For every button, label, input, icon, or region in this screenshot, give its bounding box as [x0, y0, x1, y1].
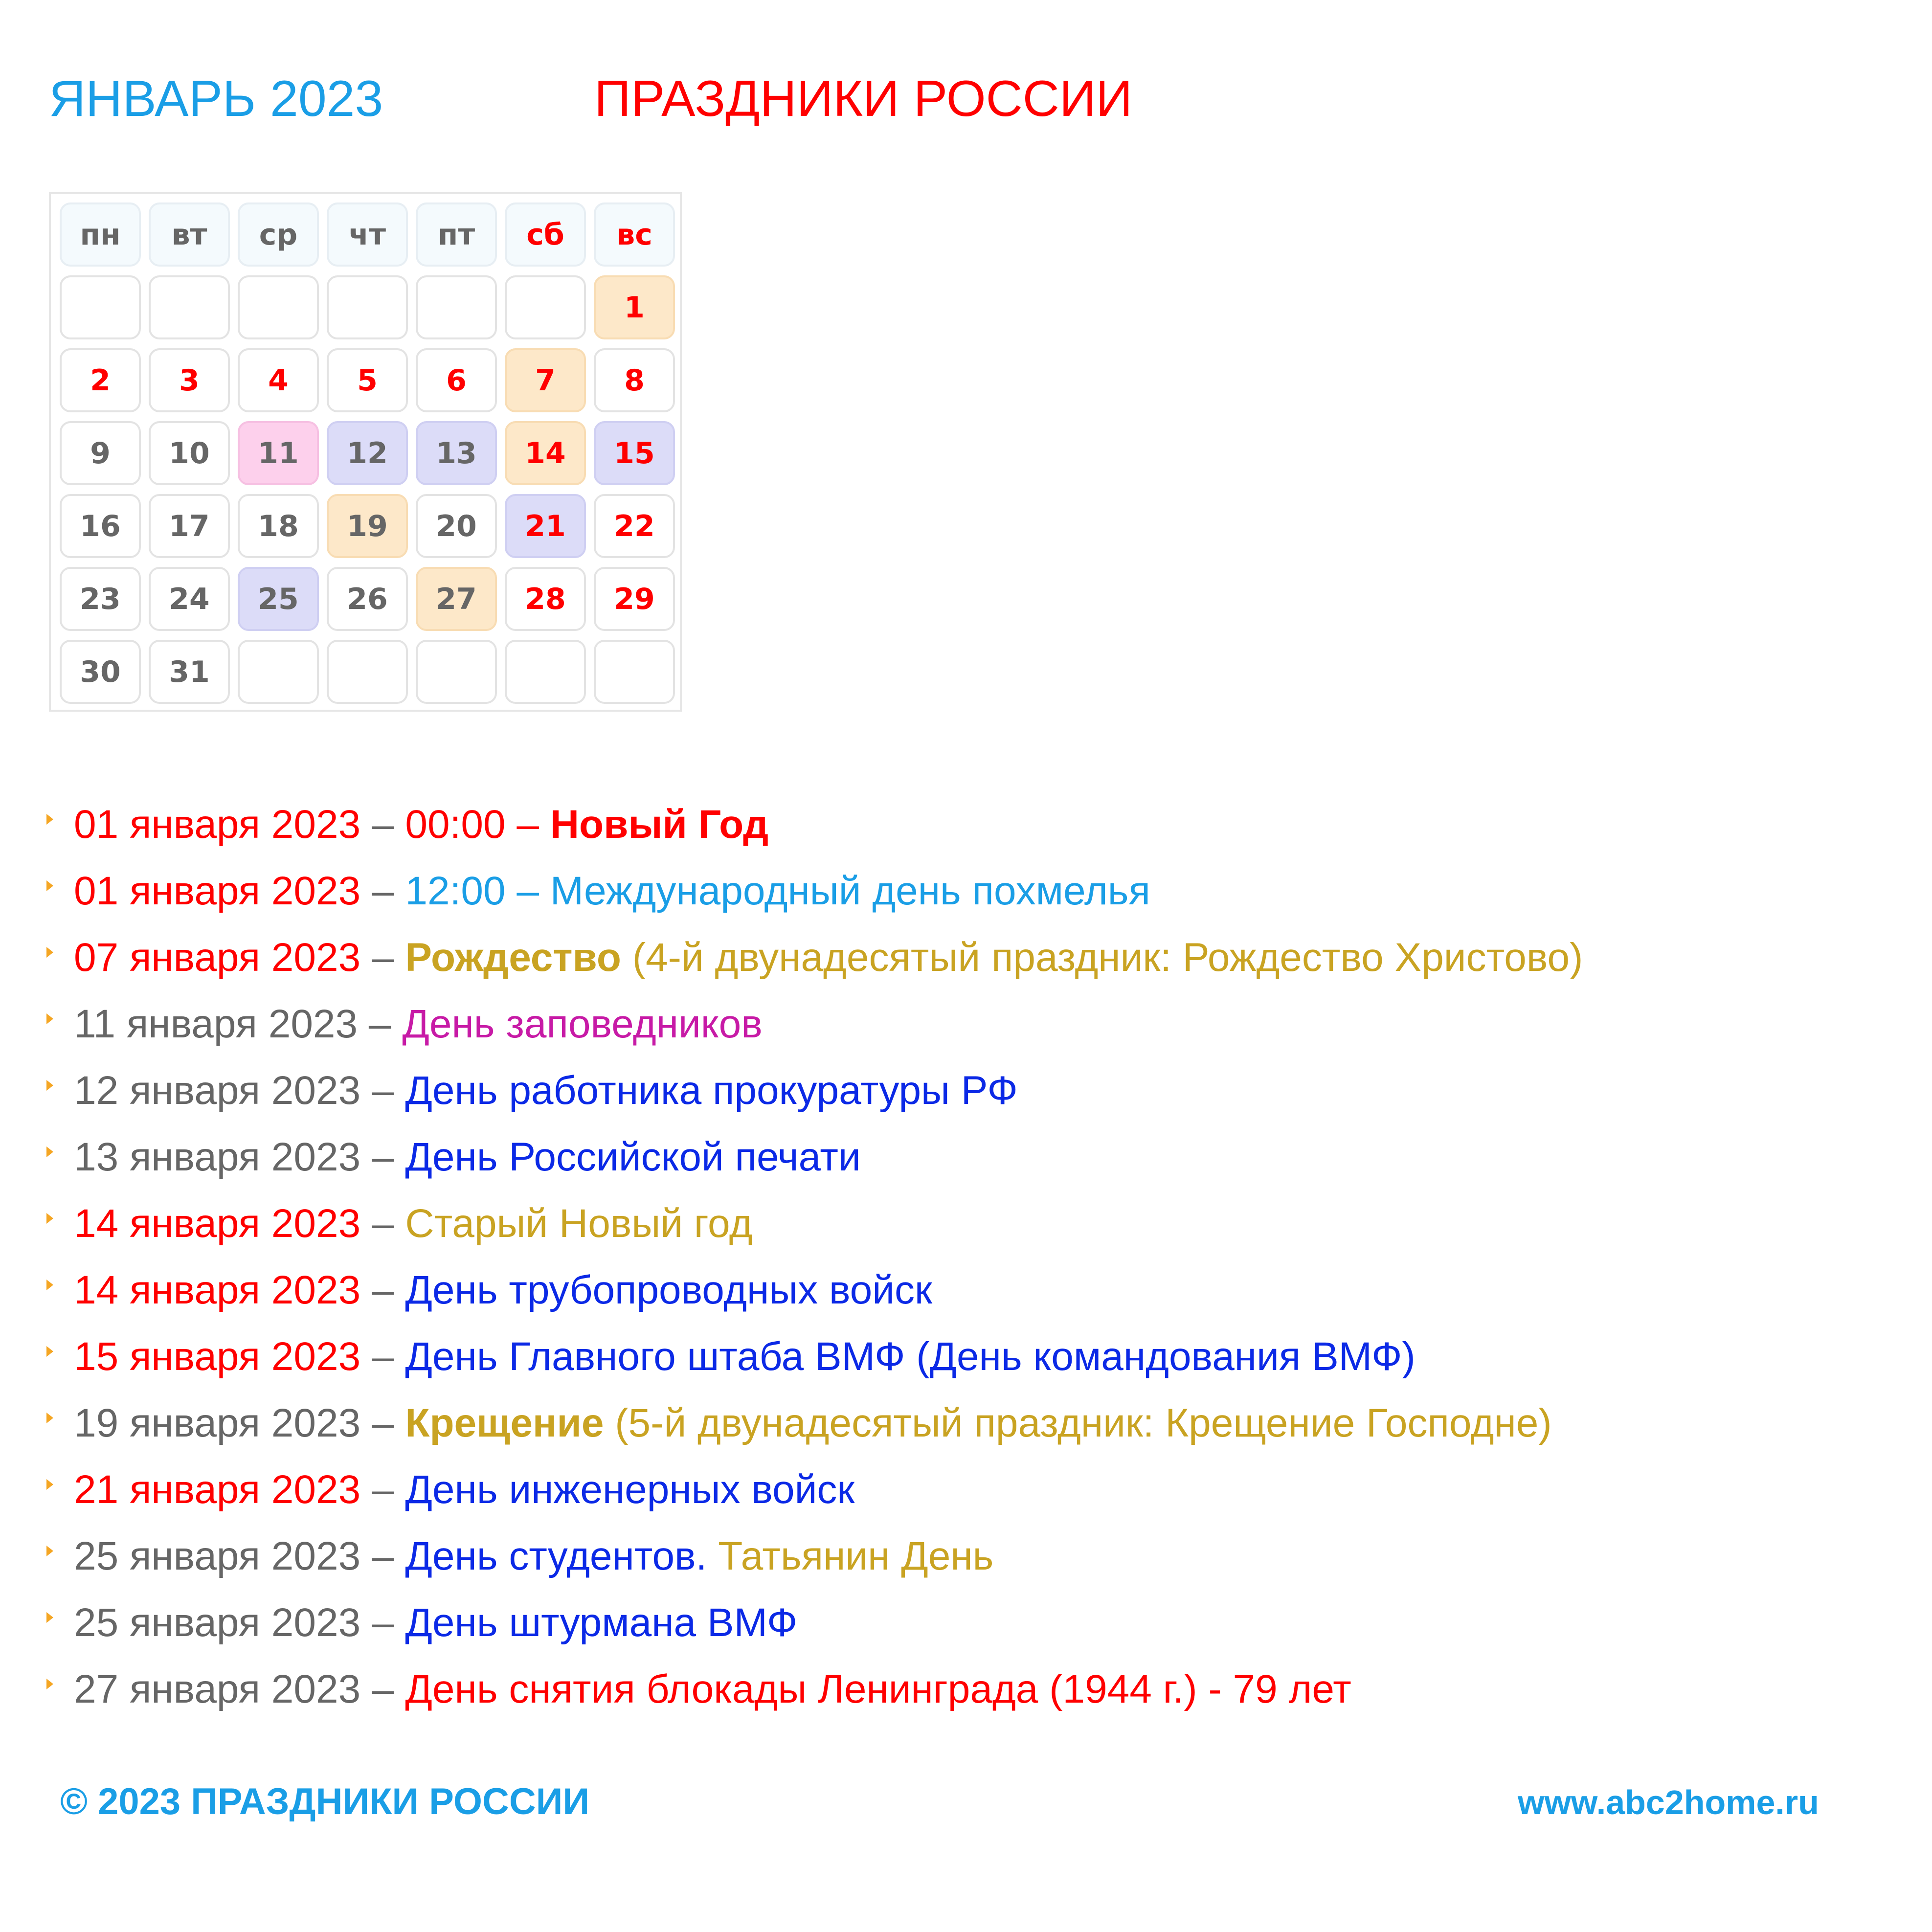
holiday-text: День снятия блокады Ленинграда (1944 г.) - 79 лет — [405, 1667, 1351, 1711]
holiday-list-item — [46, 1124, 1856, 1191]
day-cell-21: 21 — [505, 494, 586, 558]
bullet-icon — [46, 1479, 53, 1490]
holiday-date: 21 января 2023 — [74, 1467, 361, 1512]
day-cell-4: 4 — [238, 348, 319, 412]
weekday-wed: ср — [238, 202, 319, 267]
holiday-text: Новый Год — [550, 802, 769, 847]
bullet-icon — [46, 814, 53, 825]
holiday-text: (4-й двунадесятый праздник: Рождество Христово) — [621, 935, 1583, 980]
holiday-text: День Российской печати — [405, 1135, 861, 1179]
month-calendar — [49, 192, 682, 712]
bullet-icon — [46, 1013, 53, 1024]
holiday-text: 00:00 – — [405, 802, 550, 847]
holiday-date: 14 января 2023 — [74, 1201, 361, 1246]
holiday-text: – — [360, 1268, 405, 1312]
page-title: ПРАЗДНИКИ РОССИИ — [594, 70, 1133, 127]
bullet-icon — [46, 1213, 53, 1224]
weekday-sat: сб — [505, 202, 586, 267]
holiday-text: – — [360, 1667, 405, 1711]
bullet-icon — [46, 1546, 53, 1556]
holiday-text: – — [360, 1600, 405, 1645]
day-cell-empty — [327, 275, 408, 339]
bullet-icon — [46, 1346, 53, 1357]
weekday-mon: пн — [60, 202, 141, 267]
holiday-date: 12 января 2023 — [74, 1068, 361, 1113]
day-cell-24: 24 — [149, 567, 230, 631]
holiday-text: День штурмана ВМФ — [405, 1600, 798, 1645]
holiday-list-item — [46, 1523, 1856, 1590]
holiday-date: 25 января 2023 — [74, 1534, 361, 1578]
day-cell-19: 19 — [327, 494, 408, 558]
holiday-text: День студентов. — [405, 1534, 719, 1578]
day-cell-empty — [416, 640, 497, 704]
day-cell-7: 7 — [505, 348, 586, 412]
day-cell-17: 17 — [149, 494, 230, 558]
holiday-list-item — [46, 1390, 1856, 1457]
holiday-text: – — [360, 1201, 405, 1246]
day-cell-empty — [238, 275, 319, 339]
calendar-grid — [60, 202, 675, 704]
weekday-tue: вт — [149, 202, 230, 267]
holiday-text: День работника прокуратуры РФ — [405, 1068, 1018, 1113]
day-cell-16: 16 — [60, 494, 141, 558]
holiday-date: 01 января 2023 — [74, 802, 361, 847]
holiday-text: День заповедников — [402, 1002, 763, 1046]
day-cell-empty — [327, 640, 408, 704]
day-cell-empty — [594, 640, 675, 704]
holiday-text: 12:00 – Международный день похмелья — [405, 869, 1150, 913]
day-cell-20: 20 — [416, 494, 497, 558]
day-cell-empty — [149, 275, 230, 339]
day-cell-empty — [238, 640, 319, 704]
day-cell-6: 6 — [416, 348, 497, 412]
day-cell-12: 12 — [327, 421, 408, 485]
holiday-date: 19 января 2023 — [74, 1401, 361, 1445]
holiday-text: (5-й двунадесятый праздник: Крещение Господне) — [604, 1401, 1552, 1445]
holiday-list — [46, 791, 1856, 1723]
bullet-icon — [46, 1413, 53, 1423]
day-cell-empty — [60, 275, 141, 339]
holiday-text: – — [360, 1135, 405, 1179]
holiday-list-item — [46, 1191, 1856, 1257]
holiday-text: День трубопроводных войск — [405, 1268, 932, 1312]
day-cell-18: 18 — [238, 494, 319, 558]
day-cell-11: 11 — [238, 421, 319, 485]
weekday-sun: вс — [594, 202, 675, 267]
day-cell-23: 23 — [60, 567, 141, 631]
holiday-text: – — [360, 869, 405, 913]
holiday-text: – — [360, 1401, 405, 1445]
holiday-list-item — [46, 1324, 1856, 1390]
holiday-text: – — [360, 1534, 405, 1578]
holiday-list-item — [46, 991, 1856, 1057]
holiday-text: День инженерных войск — [405, 1467, 855, 1512]
holiday-date: 11 января 2023 — [74, 1002, 358, 1046]
holiday-list-item — [46, 1656, 1856, 1723]
day-cell-28: 28 — [505, 567, 586, 631]
bullet-icon — [46, 1280, 53, 1290]
day-cell-9: 9 — [60, 421, 141, 485]
holiday-text: – — [360, 802, 405, 847]
holiday-text: Рождество — [405, 935, 621, 980]
holiday-date: 13 января 2023 — [74, 1135, 361, 1179]
day-cell-3: 3 — [149, 348, 230, 412]
bullet-icon — [46, 1679, 53, 1689]
day-cell-22: 22 — [594, 494, 675, 558]
bullet-icon — [46, 1612, 53, 1623]
holiday-text: – — [360, 1068, 405, 1113]
holiday-date: 01 января 2023 — [74, 869, 361, 913]
month-title: ЯНВАРЬ 2023 — [49, 70, 383, 127]
holiday-date: 14 января 2023 — [74, 1268, 361, 1312]
day-cell-empty — [416, 275, 497, 339]
bullet-icon — [46, 1080, 53, 1091]
holiday-text: – — [360, 1467, 405, 1512]
weekday-thu: чт — [327, 202, 408, 267]
footer-website-link[interactable]: www.abc2home.ru — [1518, 1783, 1819, 1821]
holiday-text: – — [358, 1002, 403, 1046]
holiday-date: 15 января 2023 — [74, 1334, 361, 1379]
holiday-text: Татьянин День — [718, 1534, 994, 1578]
holiday-list-item — [46, 1057, 1856, 1124]
day-cell-15: 15 — [594, 421, 675, 485]
day-cell-empty — [505, 275, 586, 339]
day-cell-8: 8 — [594, 348, 675, 412]
day-cell-1: 1 — [594, 275, 675, 339]
weekday-fri: пт — [416, 202, 497, 267]
holiday-text: День Главного штаба ВМФ (День командования ВМФ) — [405, 1334, 1415, 1379]
day-cell-13: 13 — [416, 421, 497, 485]
holiday-text: – — [360, 935, 405, 980]
holiday-list-item — [46, 1257, 1856, 1324]
day-cell-26: 26 — [327, 567, 408, 631]
day-cell-29: 29 — [594, 567, 675, 631]
day-cell-14: 14 — [505, 421, 586, 485]
day-cell-2: 2 — [60, 348, 141, 412]
holiday-date: 25 января 2023 — [74, 1600, 361, 1645]
holiday-date: 27 января 2023 — [74, 1667, 361, 1711]
holiday-text: Крещение — [405, 1401, 604, 1445]
holiday-text: Старый Новый год — [405, 1201, 753, 1246]
bullet-icon — [46, 1146, 53, 1157]
holiday-date: 07 января 2023 — [74, 935, 361, 980]
footer-copyright: © 2023 ПРАЗДНИКИ РОССИИ — [60, 1781, 590, 1822]
bullet-icon — [46, 947, 53, 958]
holiday-list-item — [46, 924, 1856, 991]
holiday-list-item — [46, 1457, 1856, 1523]
day-cell-5: 5 — [327, 348, 408, 412]
holiday-text: – — [360, 1334, 405, 1379]
day-cell-25: 25 — [238, 567, 319, 631]
holiday-list-item — [46, 791, 1856, 858]
bullet-icon — [46, 880, 53, 891]
day-cell-31: 31 — [149, 640, 230, 704]
holiday-list-item — [46, 858, 1856, 924]
holiday-list-item — [46, 1590, 1856, 1656]
day-cell-10: 10 — [149, 421, 230, 485]
day-cell-27: 27 — [416, 567, 497, 631]
day-cell-empty — [505, 640, 586, 704]
day-cell-30: 30 — [60, 640, 141, 704]
